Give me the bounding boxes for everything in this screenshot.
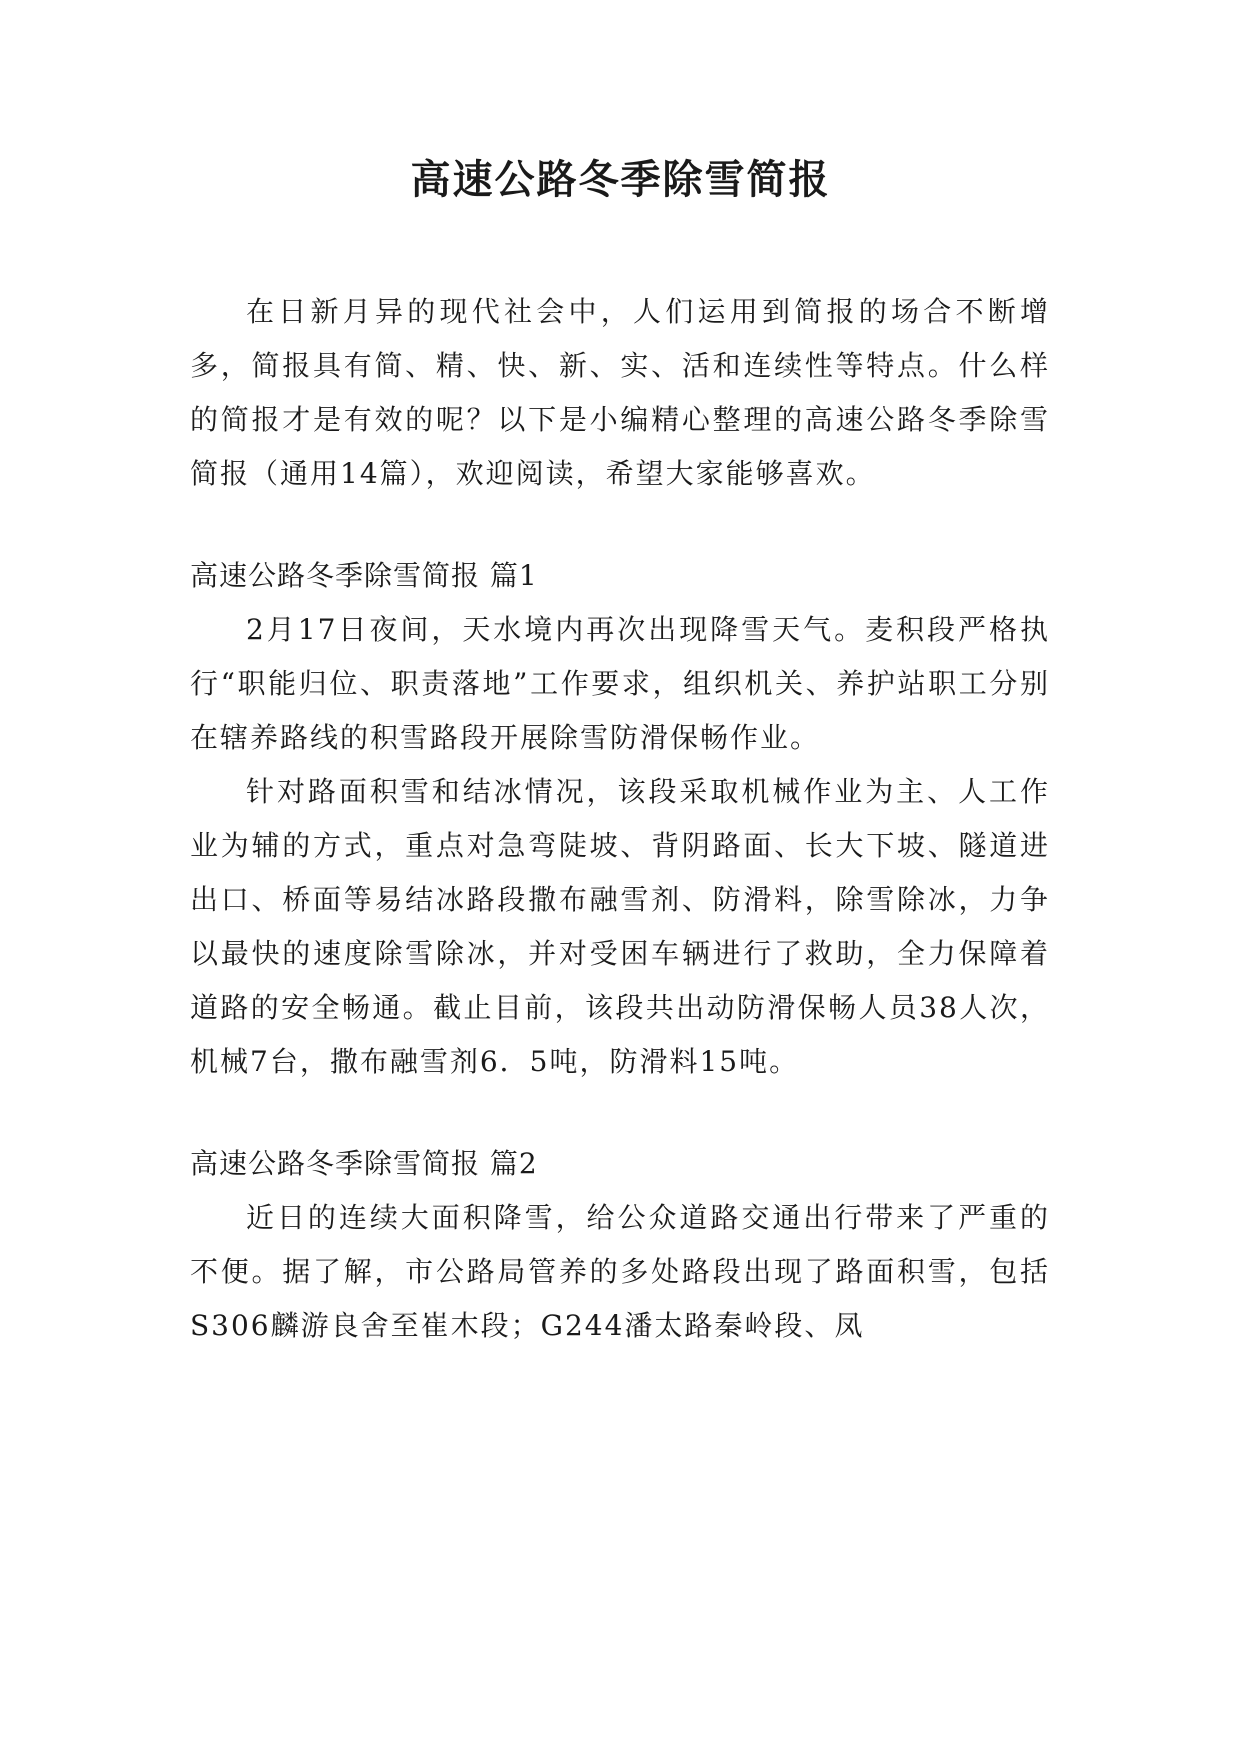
document-title: 高速公路冬季除雪简报: [410, 156, 831, 203]
section-1-paragraph-1: 2月17日夜间，天水境内再次出现降雪天气。麦积段严格执行“职能归位、职责落地”工作要求，组织机关、养护站职工分别在辖养路线的积雪路段开展除雪防滑保畅作业。: [190, 613, 1050, 754]
spacer: [190, 501, 1050, 549]
section-heading-2: 高速公路冬季除雪简报 篇2: [190, 1147, 538, 1180]
section-heading-1: 高速公路冬季除雪简报 篇1: [190, 559, 538, 592]
section-1-paragraph-2: 针对路面积雪和结冰情况，该段采取机械作业为主、人工作业为辅的方式，重点对急弯陡坡、背阴路面、长大下坡、隧道进出口、桥面等易结冰路段撒布融雪剂、防滑料，除雪除冰，力争以最快的速度除雪除冰，并对受困车辆进行了救助，全力保障着道路的安全畅通。截止目前，该段共出动防滑保畅人员38人次，机械7台，撒布融雪剂6．5吨，防滑料15吨。: [190, 775, 1050, 1078]
intro-paragraph: 在日新月异的现代社会中，人们运用到简报的场合不断增多，简报具有简、精、快、新、实、活和连续性等特点。什么样的简报才是有效的呢？以下是小编精心整理的高速公路冬季除雪简报（通用14篇），欢迎阅读，希望大家能够喜欢。: [190, 295, 1050, 490]
document-body: [190, 285, 1050, 1353]
spacer: [190, 1089, 1050, 1137]
section-2-paragraph-1: 近日的连续大面积降雪，给公众道路交通出行带来了严重的不便。据了解，市公路局管养的多处路段出现了路面积雪，包括S306麟游良舍至崔木段；G244潘太路秦岭段、凤: [190, 1201, 1050, 1342]
